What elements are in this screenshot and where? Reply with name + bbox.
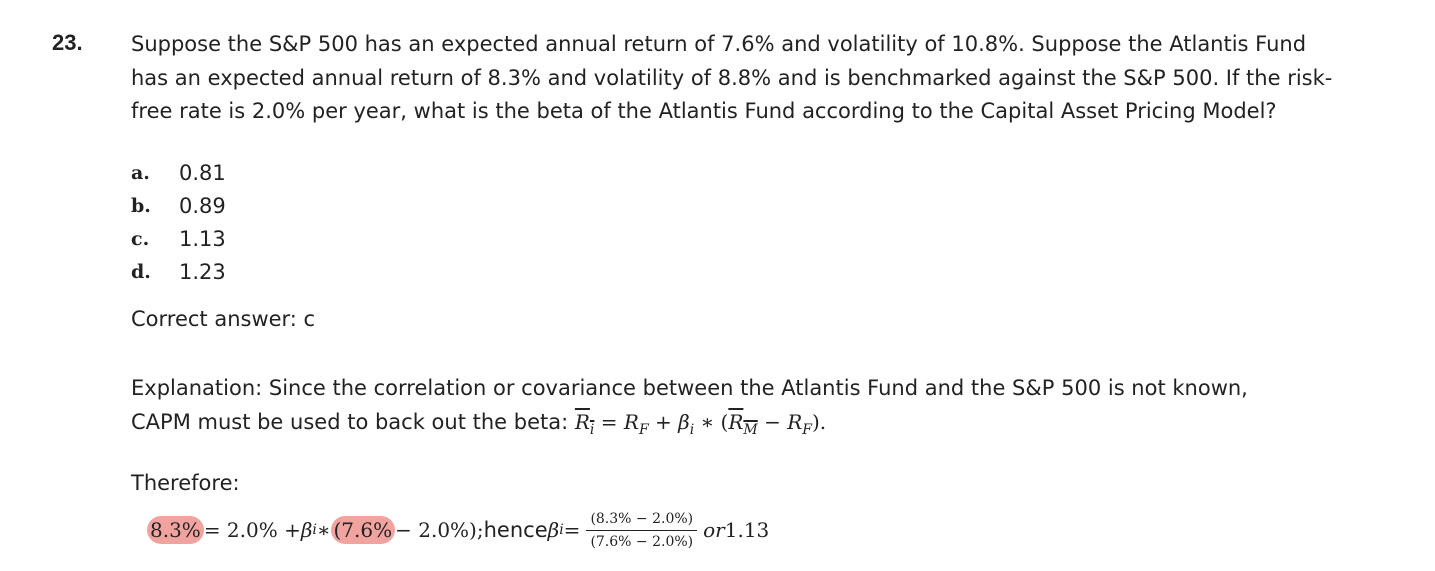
choice-value: 0.89 [179, 193, 226, 218]
therefore-label: Therefore: [131, 471, 240, 495]
question-line: Suppose the S&P 500 has an expected annual return of 7.6% and volatility of 10.8%. Suppose the Atlantis Fund [131, 32, 1307, 56]
question-line: free rate is 2.0% per year, what is the beta of the Atlantis Fund according to the Capital Asset Pricing Model? [131, 99, 1277, 123]
choice-letter: b. [131, 194, 151, 217]
beta-result: 1.13 [724, 518, 770, 542]
choice-value: 1.13 [179, 226, 226, 251]
highlight-market-return: (7.6% [331, 516, 396, 544]
beta-calculation: 8.3% = 2.0% + β i ∗ (7.6% − 2.0%) ; hence β i = $\frac{(8.3\% - 2.0\%)}{(7.6\% - 2.0\%)}$ or 1.13 [147, 506, 769, 554]
explanation-line-1: Explanation: Since the correlation or covariance between the Atlantis Fund and the S&P 500 is not known, [131, 376, 1248, 400]
fraction-denominator: (7.6% − 2.0%) [590, 533, 694, 550]
choice-value: 1.23 [179, 259, 226, 284]
fraction-numerator: (8.3% − 2.0%) [586, 511, 697, 531]
question-number: 23. [52, 30, 83, 55]
choice-letter: a. [131, 161, 150, 184]
choice-d [131, 255, 226, 288]
choice-letter: c. [131, 227, 150, 250]
explanation-text: CAPM must be used to back out the beta: [131, 409, 575, 434]
explanation-line-2 [131, 406, 1248, 448]
question-line: has an expected annual return of 8.3% and volatility of 8.8% and is benchmarked against the S&P 500. If the risk- [131, 65, 1333, 90]
choice-letter: d. [131, 260, 151, 283]
explanation [131, 372, 1248, 447]
expected-return-symbol: $R_i$ [574, 409, 595, 438]
choice-c [131, 222, 226, 255]
choice-value: 0.81 [179, 160, 226, 185]
question-text [131, 28, 1411, 129]
highlight-fund-return: 8.3% [147, 516, 204, 544]
beta-fraction [586, 511, 697, 550]
choice-b [131, 189, 226, 222]
answer-choices [131, 156, 226, 288]
capm-formula: $R_i = R_F + \beta_i$ ∗ $(R_M - R_F)$. [574, 409, 827, 438]
choice-a [131, 156, 226, 189]
hence-text: hence [483, 518, 548, 542]
correct-answer: Correct answer: c [131, 307, 316, 331]
market-return-symbol: $R_M$ [728, 409, 758, 438]
or-text: or [703, 518, 725, 542]
